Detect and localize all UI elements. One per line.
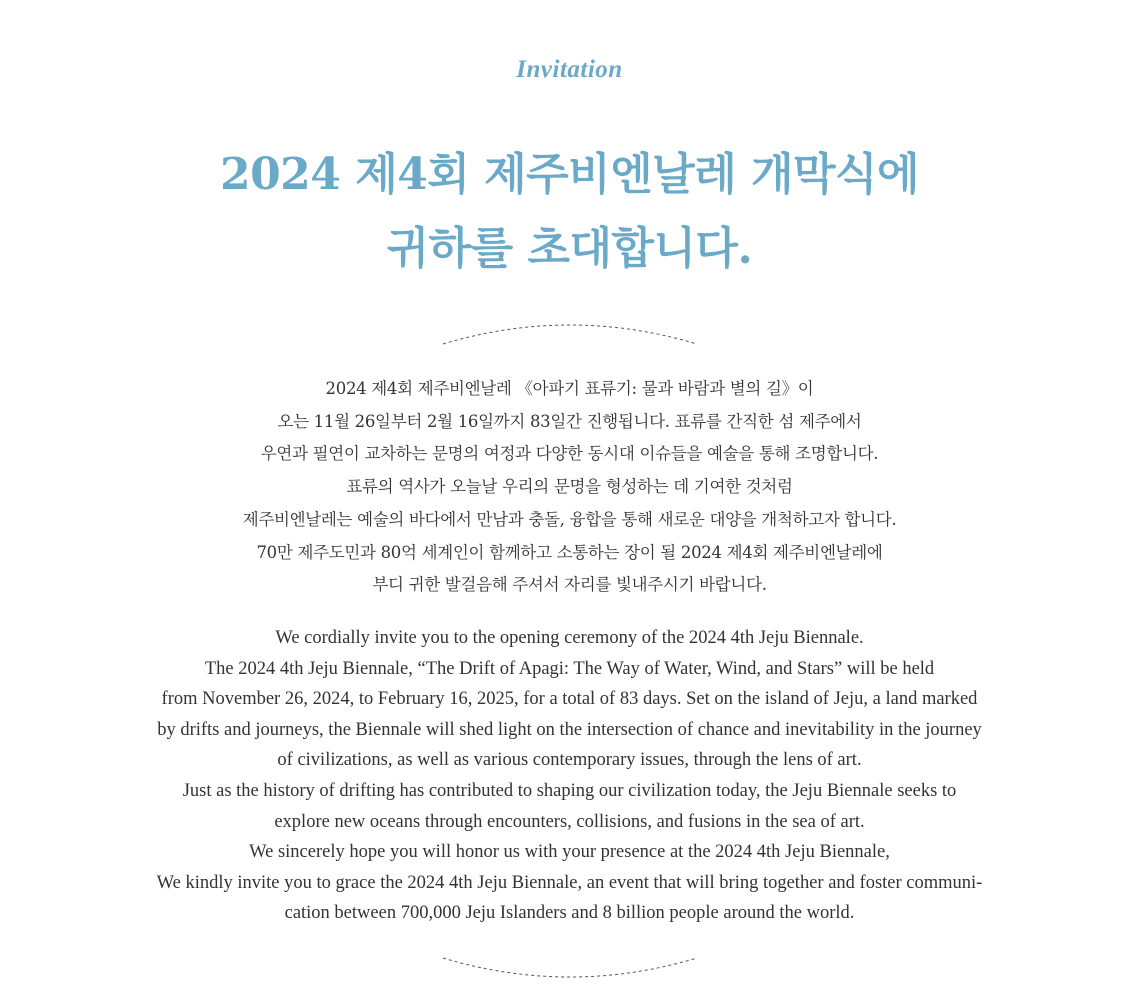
korean-line: 2024 제4회 제주비엔날레 《아파기 표류기: 물과 바람과 별의 길》이	[325, 379, 814, 398]
english-line: We sincerely hope you will honor us with your presence at the 2024 4th Jeju Biennale,	[249, 842, 890, 863]
english-line: by drifts and journeys, the Biennale will shed light on the intersection of chance and inevitability in the journey	[157, 719, 982, 740]
english-invitation-text	[0, 623, 1139, 929]
korean-line: 표류의 역사가 오늘날 우리의 문명을 형성하는 데 기여한 것처럼	[346, 477, 793, 497]
korean-invitation-text	[0, 373, 1139, 602]
dotted-arc-divider-bottom	[440, 954, 700, 984]
korean-line: 부디 귀한 발걸음해 주셔서 자리를 빛내주시기 바랍니다.	[372, 575, 767, 595]
english-line: of civilizations, as well as various contemporary issues, through the lens of art.	[277, 750, 862, 771]
korean-line: 제주비엔날레는 예술의 바다에서 만남과 충돌, 융합을 통해 새로운 대양을 개척하고자 합니다.	[242, 509, 897, 529]
english-line: The 2024 4th Jeju Biennale, “The Drift of Apagi: The Way of Water, Wind, and Stars” will be held	[204, 658, 935, 679]
english-line: cation between 700,000 Jeju Islanders and 8 billion people around the world.	[284, 903, 855, 924]
english-line: We cordially invite you to the opening ceremony of the 2024 4th Jeju Biennale.	[275, 628, 864, 648]
korean-line: 오는 11월 26일부터 2월 16일까지 83일간 진행됩니다. 표류를 간직한 섬 제주에서	[277, 411, 862, 431]
english-line: We kindly invite you to grace the 2024 4th Jeju Biennale, an event that will bring together and foster communi-	[156, 872, 983, 893]
invitation-eyebrow: Invitation	[516, 56, 623, 83]
page-title	[0, 138, 1139, 286]
english-line: explore new oceans through encounters, collisions, and fusions in the sea of art.	[274, 811, 865, 832]
title-line-2: 귀하를 초대합니다.	[386, 223, 753, 274]
english-line: Just as the history of drifting has contributed to shaping our civilization today, the Jeju Biennale seeks to	[182, 780, 957, 801]
korean-line: 70만 제주도민과 80억 세계인이 함께하고 소통하는 장이 될 2024 제4회 제주비엔날레에	[256, 542, 883, 562]
dotted-arc-divider-top	[440, 318, 700, 348]
english-line: from November 26, 2024, to February 16, 2025, for a total of 83 days. Set on the island of Jeju, a land marked	[161, 689, 978, 710]
title-line-1: 2024 제4회 제주비엔날레 개막식에	[219, 149, 920, 200]
korean-line: 우연과 필연이 교차하는 문명의 여정과 다양한 동시대 이슈들을 예술을 통해 조명합니다.	[260, 444, 879, 464]
